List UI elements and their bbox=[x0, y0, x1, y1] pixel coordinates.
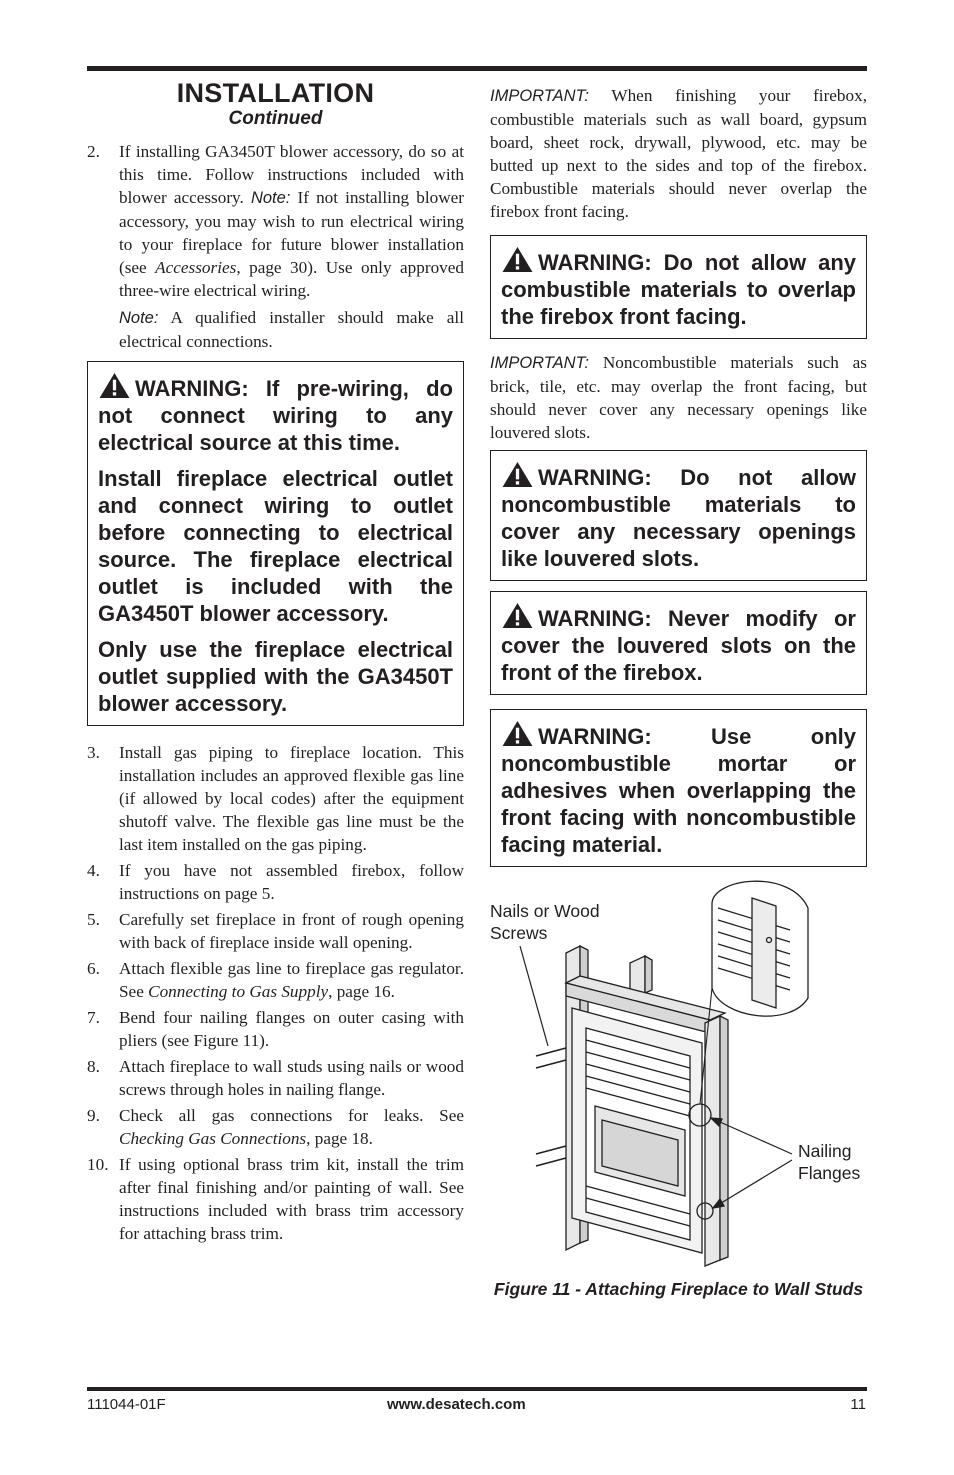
step-8: 8. Attach fireplace to wall studs using nails or wood screws through holes in nailing flange. bbox=[87, 1057, 464, 1099]
warning-box-noncombustible: WARNING: Do not allow noncombustible materials to cover any necessary openings like louvered slots. bbox=[490, 450, 867, 581]
step-5: 5. Carefully set fireplace in front of rough opening with back of fireplace inside wall opening. bbox=[87, 910, 464, 952]
warning-triangle-icon bbox=[98, 372, 131, 399]
warning-triangle-icon bbox=[501, 602, 534, 629]
figure-caption: Figure 11 - Attaching Fireplace to Wall Studs bbox=[493, 1279, 864, 1299]
label-nails-or-wood-screws: Nails or Wood Screws bbox=[490, 901, 600, 943]
note-qualified-installer: Note: A qualified installer should make all electrical connections. bbox=[119, 308, 464, 351]
important-noncombustible: IMPORTANT: Noncombustible materials such as brick, tile, etc. may overlap the front facing, but should never cover any necessary openings like louvered slots. bbox=[490, 353, 867, 442]
section-title: INSTALLATION bbox=[176, 78, 375, 108]
steps-list-a bbox=[87, 140, 464, 302]
step-2: 2. If installing GA3450T blower accessory, do so at this time. Follow instructions included with blower accessory. Note: If not installing blower accessory, you may wish to run electrical wiring to your fireplace for future blower installation (see Accessories, page 30). Use only approved three-wire electrical wiring. bbox=[87, 142, 464, 300]
step-10: 10. If using optional brass trim kit, install the trim after final finishing and/or painting of wall. See instructions included with brass trim accessory for attaching brass trim. bbox=[87, 1155, 464, 1243]
steps-list-b bbox=[87, 741, 464, 1245]
right-column bbox=[490, 84, 867, 867]
important-combustible: IMPORTANT: When finishing your firebox, combustible materials such as wall board, gypsum board, sheet rock, drywall, plywood, etc. may be butted up next to the sides and top of the firebox. Combustible materials should never overlap the firebox front facing. bbox=[490, 86, 867, 221]
warning-prewiring-text: WARNING: If pre-wiring, do not connect wiring to any electrical source at this time. bbox=[98, 376, 453, 455]
step-6: 6. Attach flexible gas line to fireplace gas regulator. See Connecting to Gas Supply, page 16. bbox=[87, 959, 464, 1001]
warning-box-prewiring bbox=[87, 361, 464, 726]
top-rule bbox=[87, 66, 867, 71]
warning-box-louvered: WARNING: Never modify or cover the louvered slots on the front of the firebox. bbox=[490, 591, 867, 695]
step-9: 9. Check all gas connections for leaks. See Checking Gas Connections, page 18. bbox=[87, 1106, 464, 1148]
warning-triangle-icon bbox=[501, 720, 534, 747]
footer-page-number: 11 bbox=[850, 1396, 866, 1413]
warning-install-outlet-text: Install fireplace electrical outlet and connect wiring to outlet before connecting to electrical source. The fireplace electrical outlet is included with the GA3450T blower accessory. bbox=[98, 466, 453, 626]
step-4: 4. If you have not assembled firebox, follow instructions on page 5. bbox=[87, 861, 464, 903]
left-column bbox=[87, 78, 464, 1248]
section-subtitle: Continued bbox=[228, 108, 323, 129]
step-3: 3. Install gas piping to fireplace location. This installation includes an approved flexible gas line (if allowed by local codes) after the equipment shutoff valve. The flexible gas line must be the last item installed on the gas piping. bbox=[87, 743, 464, 854]
warning-box-mortar: WARNING: Use only noncombustible mortar or adhesives when overlapping the front facing with noncombustible facing material. bbox=[490, 709, 867, 867]
label-nailing-flanges: Nailing Flanges bbox=[798, 1141, 861, 1183]
step-7: 7. Bend four nailing flanges on outer casing with pliers (see Figure 11). bbox=[87, 1008, 464, 1050]
footer-website[interactable]: www.desatech.com bbox=[387, 1396, 526, 1413]
figure-11 bbox=[490, 868, 867, 1268]
fireplace-illustration bbox=[490, 868, 867, 1268]
warning-only-use-outlet-text: Only use the fireplace electrical outlet supplied with the GA3450T blower accessory. bbox=[98, 637, 453, 716]
bottom-rule bbox=[87, 1387, 867, 1391]
warning-triangle-icon bbox=[501, 461, 534, 488]
warning-box-combustible: WARNING: Do not allow any combustible materials to overlap the firebox front facing. bbox=[490, 235, 867, 339]
warning-triangle-icon bbox=[501, 246, 534, 273]
footer-doc-number: 111044-01F bbox=[87, 1396, 166, 1413]
